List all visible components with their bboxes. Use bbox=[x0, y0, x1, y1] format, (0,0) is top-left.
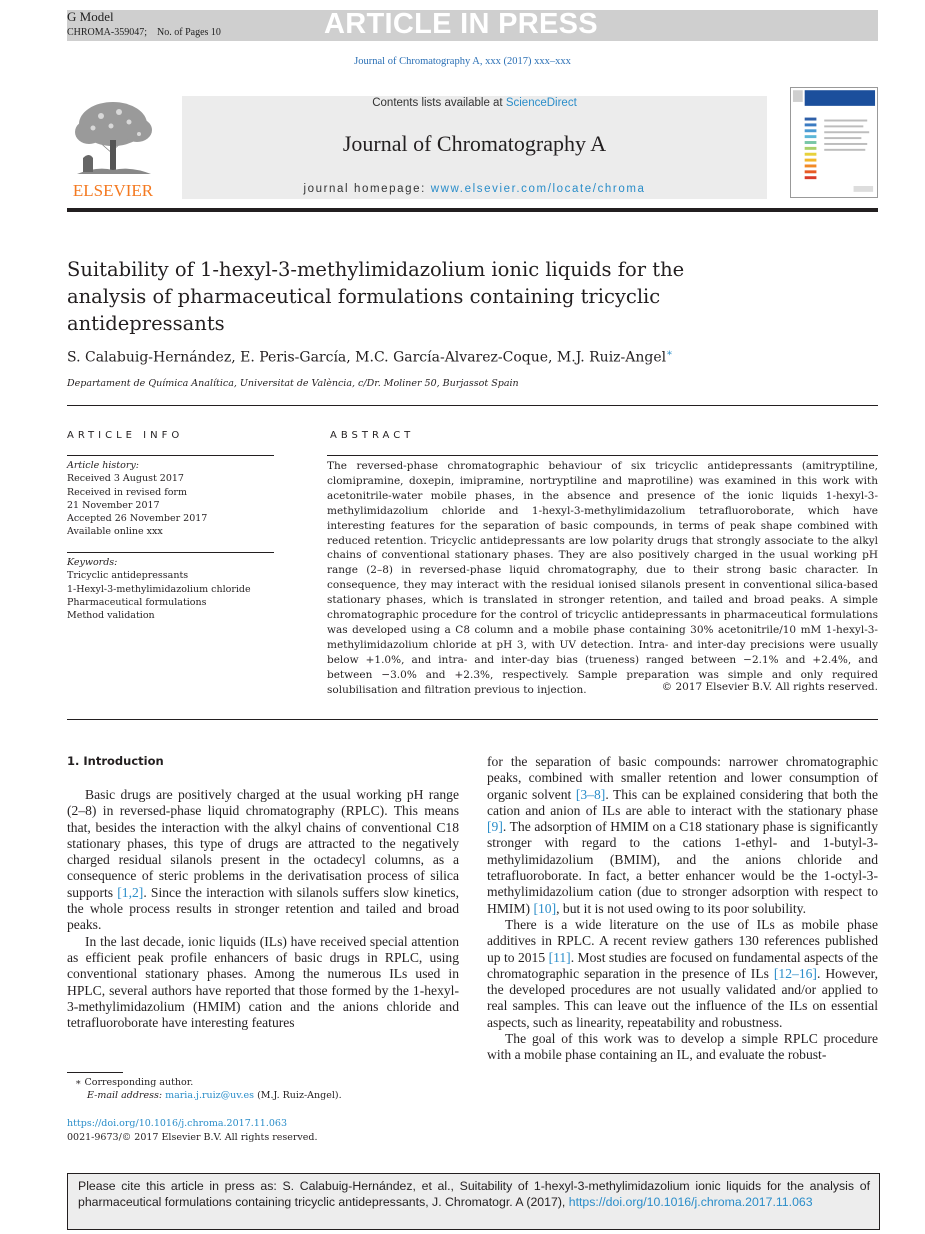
contents-prefix: Contents lists available at bbox=[372, 97, 506, 109]
abstract-heading: ABSTRACT bbox=[330, 430, 415, 441]
sciencedirect-link[interactable]: ScienceDirect bbox=[505, 97, 577, 109]
page-count: No. of Pages 10 bbox=[157, 27, 221, 38]
reference-link[interactable]: [12–16] bbox=[773, 965, 817, 981]
body-column-right bbox=[487, 754, 878, 1064]
reference-link[interactable]: [10] bbox=[533, 900, 557, 916]
corresponding-author-mark[interactable]: ∗ bbox=[666, 348, 673, 359]
paragraph: In the last decade, ionic liquids (ILs) have received special attention as efficient peak profile enhancers of basic drugs in RPLC, using conventional stationary phases. Among the numerous ILs used in HPLC, several authors have reported that those formed by the 1-hexyl-3-methylimidazolium (HMIM) cation and the anions chloride and tetrafluoroborate have interesting features bbox=[67, 933, 459, 1031]
history-received: Received 3 August 2017 bbox=[67, 473, 184, 485]
masthead-divider bbox=[67, 208, 878, 212]
divider-rule bbox=[67, 405, 878, 406]
history-revised: Received in revised form bbox=[67, 486, 187, 498]
article-info-rule-top bbox=[67, 455, 274, 456]
article-info-rule-mid bbox=[67, 552, 274, 553]
reference-link[interactable]: [1,2] bbox=[117, 884, 144, 900]
journal-title: Journal of Chromatography A bbox=[342, 131, 607, 156]
text-run: , but it is not used owing to its poor solubility. bbox=[556, 900, 806, 916]
reference-link[interactable]: [9] bbox=[487, 819, 503, 835]
homepage-label: journal homepage: bbox=[303, 183, 431, 195]
history-accepted: Accepted 26 November 2017 bbox=[67, 513, 208, 525]
paragraph: The goal of this work was to develop a simple RPLC procedure with a mobile phase containing an IL, and evaluate the robust- bbox=[487, 1031, 878, 1063]
homepage-link[interactable]: www.elsevier.com/locate/chroma bbox=[430, 183, 646, 195]
text-run: There is a wide literature on the use of ILs as mobile phase additives in RPLC. A recent review gathers 130 references published up to 2015 bbox=[487, 916, 878, 965]
text-run: . Most studies are focused on fundamental aspects of the chromatographic separation in the presence of ILs bbox=[487, 949, 879, 981]
section-heading: 1. Introduction bbox=[67, 754, 164, 768]
doi-link[interactable]: https://doi.org/10.1016/j.chroma.2017.11.063 bbox=[67, 1118, 287, 1129]
paragraph bbox=[487, 754, 878, 917]
text-run: for the separation of basic compounds: narrower chromatographic peaks, combined with smaller retention and lower consumption of organic solvent bbox=[487, 754, 878, 802]
abstract-rule-top bbox=[327, 455, 878, 456]
history-revised-date: 21 November 2017 bbox=[67, 499, 160, 511]
author-list bbox=[67, 348, 673, 366]
reference-link[interactable]: [3–8] bbox=[575, 786, 606, 802]
issn-copyright: 0021-9673/© 2017 Elsevier B.V. All rights reserved. bbox=[67, 1132, 318, 1143]
reference-link[interactable]: [11] bbox=[548, 949, 571, 965]
g-model-label: G Model bbox=[67, 9, 114, 24]
affiliation: Departament de Química Analítica, Universitat de València, c/Dr. Moliner 50, Burjassot Spain bbox=[67, 378, 519, 389]
citation-doi-link[interactable]: https://doi.org/10.1016/j.chroma.2017.11.063 bbox=[568, 1195, 813, 1210]
email-owner: (M.J. Ruiz-Angel). bbox=[254, 1090, 342, 1101]
abstract-text: The reversed-phase chromatographic behaviour of six tricyclic antidepressants (amitryptiline, clomipramine, doxepin, imipramine, nortryptiline and maprotiline) was examined in this work with acetonitrile-water mobile phases, in the absence and presence of the ionic liquids 1-hexyl-3-methylimidazolium chloride and 1-hexyl-3-methylimidazolium tetrafluoroborate, which have interesting features for the separation of basic compounds, in terms of peak shape combined with reduced retention. Tricyclic antidepressants are low polarity drugs that strongly associate to the alkyl chains of conventional stationary phases. They are also positively charged in the usual working pH range (2–8) in reversed-phase liquid chromatography, due to their strong basic character. In consequence, they may interact with the residual ionised silanols present in conventional silica-based stationary phases, which is translated in stronger retention, and tailed and broad peaks. A simple chromatographic procedure for the control of tricyclic antidepressants in pharmaceutical formulations was developed using a C8 column and a mobile phase containing 30% acetonitrile/10 mM 1-hexyl-3-methylimidazolium chloride at pH 3, with UV detection. Intra- and inter-day precisions were usually below +1.0%, and intra- and inter-day bias (trueness) ranged between −2.1% and +2.4%, and between −3.0% and +2.3%, respectively. Sample preparation was simple and only required solubilisation and filtration previous to injection. bbox=[327, 460, 878, 696]
elsevier-wordmark: ELSEVIER bbox=[72, 181, 154, 200]
footnote-rule bbox=[67, 1072, 123, 1073]
article-id: CHROMA-359047; bbox=[67, 27, 148, 38]
keyword-item: Pharmaceutical formulations bbox=[67, 596, 207, 608]
article-info-heading: ARTICLE INFO bbox=[67, 430, 184, 441]
keyword-item: Method validation bbox=[67, 610, 155, 622]
keyword-item: Tricyclic antidepressants bbox=[67, 570, 189, 582]
journal-cover-thumbnail[interactable] bbox=[790, 87, 878, 198]
text-run: . The adsorption of HMIM on a C18 stationary phase is significantly stronger with regard to the cations 1-ethyl- and 1-butyl-3-methylimidazolium (BMIM), and the anions chloride and tetrafluoroborate. In fact, a better enhancer would be the 1-octyl-3-methylimidazolium cation (due to stronger adsorption with respect to HMIM) bbox=[487, 819, 878, 916]
corresponding-author-note: ∗ Corresponding author. bbox=[75, 1077, 194, 1088]
paragraph bbox=[67, 787, 459, 934]
abstract-copyright: © 2017 Elsevier B.V. All rights reserved. bbox=[661, 681, 878, 693]
journal-homepage bbox=[182, 183, 767, 195]
citation-body: Please cite this article in press as: S. Calabuig-Hernández, et al., Suitability of 1-hexyl-3-methylimidazolium ionic liquids for the analysis of pharmaceutical formulations containing tricyclic antidepressants, J. Chromatogr. A (2017), bbox=[78, 1179, 870, 1210]
paragraph bbox=[487, 917, 878, 1031]
email-footnote bbox=[87, 1090, 342, 1101]
journal-citation-link[interactable]: Journal of Chromatography A, xxx (2017) xxx–xxx bbox=[354, 56, 571, 67]
text-run: . Since the interaction with silanols suffers slow kinetics, the whole process results in stronger retention and tailed and broad peaks. bbox=[67, 884, 459, 933]
body-column-left bbox=[67, 787, 459, 1031]
email-label: E-mail address: bbox=[87, 1090, 166, 1101]
text-run: . This can be explained considering that both the cation and anion of ILs are able to interact with the stationary phase bbox=[487, 786, 878, 818]
keyword-item: 1-Hexyl-3-methylimidazolium chloride bbox=[67, 583, 251, 595]
email-link[interactable]: maria.j.ruiz@uv.es bbox=[165, 1090, 255, 1101]
contents-line bbox=[182, 97, 767, 109]
text-run: Basic drugs are positively charged at the usual working pH range (2–8) in reversed-phase liquid chromatography (RPLC). This means that, besides the interaction with the alkyl chains of conventional C18 stationary phases, this type of drugs are attracted to the negatively charged residual silanols present in the octadecyl columns, as a consequence of steric problems in the derivatisation process of silica supports bbox=[67, 787, 459, 900]
authors-names: S. Calabuig-Hernández, E. Peris-García, M.C. García-Alvarez-Coque, M.J. Ruiz-Angel bbox=[67, 349, 667, 366]
history-online: Available online xxx bbox=[67, 526, 163, 538]
keywords-label: Keywords: bbox=[67, 557, 118, 568]
history-label: Article history: bbox=[67, 460, 139, 471]
article-title: Suitability of 1-hexyl-3-methylimidazolium ionic liquids for the analysis of pharmaceutical formulations containing tricyclic antidepressants bbox=[67, 258, 685, 335]
citation-text bbox=[78, 1178, 870, 1210]
article-id-line bbox=[67, 27, 221, 38]
text-run: . However, the developed procedures are not usually validated and/or applied to real samples. This can leave out the influence of the ILs on essential aspects, such as linearity, repeatability and robustness. bbox=[487, 965, 878, 1030]
banner-text: ARTICLE IN PRESS bbox=[324, 8, 598, 40]
article-history bbox=[67, 459, 207, 539]
divider-rule bbox=[67, 719, 878, 720]
elsevier-logo[interactable] bbox=[67, 96, 159, 200]
keywords bbox=[67, 556, 251, 622]
